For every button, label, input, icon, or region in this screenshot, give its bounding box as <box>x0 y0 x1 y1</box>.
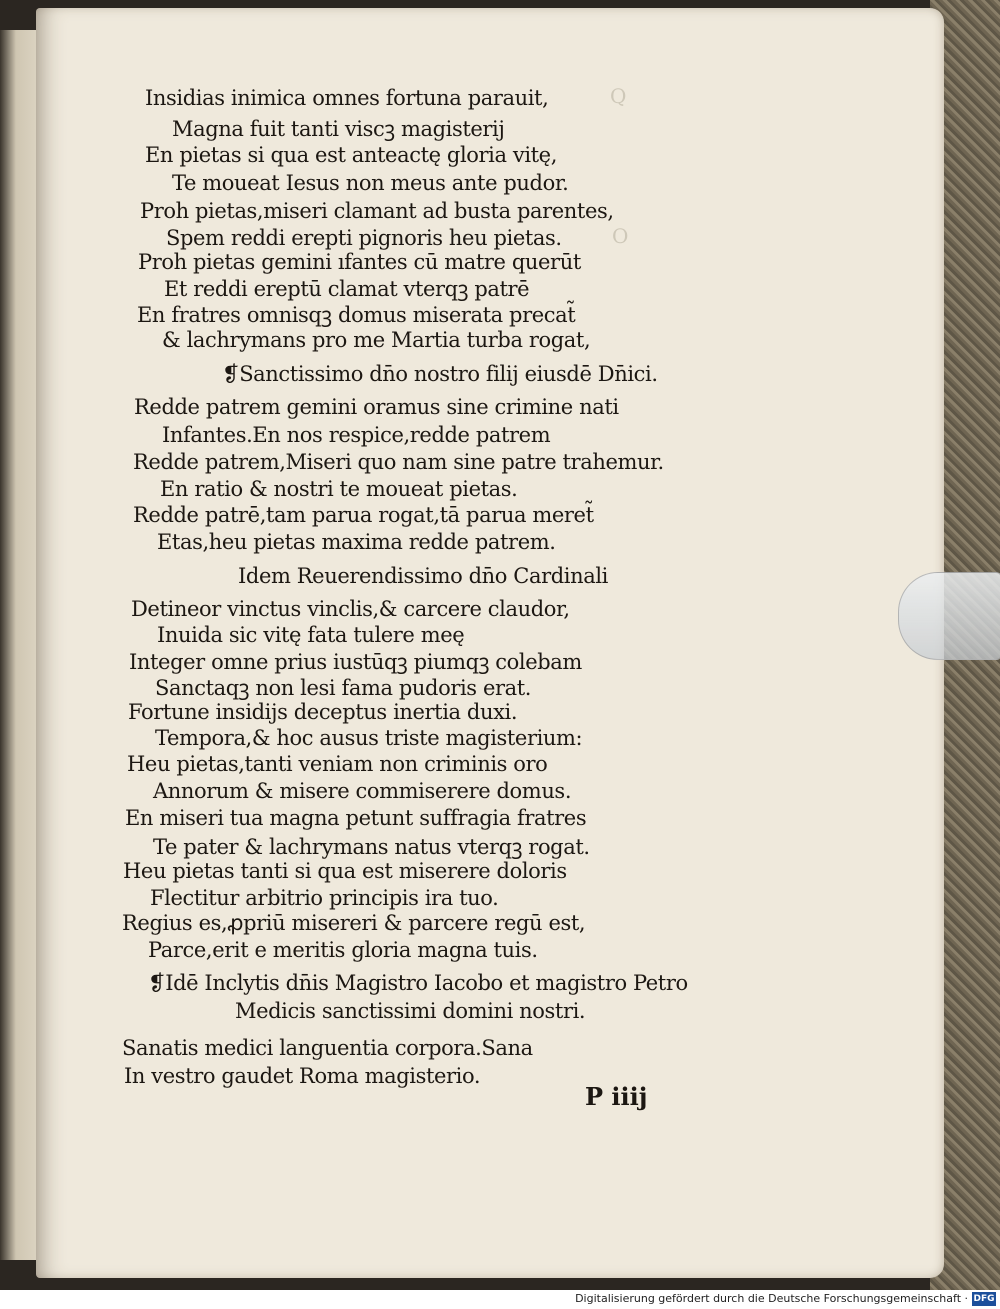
verse-line: Fortune insidijs deceptus inertia duxi. <box>128 700 518 724</box>
verse-line: En miseri tua magna petunt suffragia fratres <box>125 806 587 830</box>
verse-line: Inuida sic vitę fata tulere meę <box>157 623 465 647</box>
verse-line: En ratio & nostri te moueat pietas. <box>160 477 518 501</box>
verse-line: Regius es,ꝓpriū misereri & parcere regū est, <box>122 911 586 935</box>
section-heading: Idem Reuerendissimo dn̄o Cardinali <box>238 564 608 588</box>
show-through: Q <box>610 84 627 108</box>
verse-line: Te pater & lachrymans natus vterqꝫ rogat. <box>153 835 590 859</box>
funding-credit: Digitalisierung gefördert durch die Deutsche Forschungsgemeinschaft · <box>575 1292 968 1305</box>
section-heading: Medicis sanctissimi domini nostri. <box>235 999 586 1023</box>
page-clip <box>898 572 1000 660</box>
verse-line: Insidias inimica omnes fortuna parauit, <box>145 86 549 110</box>
verse-line: Heu pietas,tanti veniam non criminis oro <box>127 752 548 776</box>
verse-line: Sanatis medici languentia corpora.Sana <box>122 1036 533 1060</box>
verse-line: Infantes.En nos respice,redde patrem <box>162 423 551 447</box>
verse-line: Detineor vinctus vinclis,& carcere claudor, <box>131 597 570 621</box>
verse-line: Proh pietas,miseri clamant ad busta parentes, <box>140 199 614 223</box>
section-heading: ❡Idē Inclytis dn̄is Magistro Iacobo et magistro Petro <box>148 971 688 995</box>
verse-line: Te moueat Iesus non meus ante pudor. <box>172 171 569 195</box>
verse-line: En pietas si qua est anteactę gloria vitę, <box>145 143 557 167</box>
verse-line: Redde patrem,Miseri quo nam sine patre trahemur. <box>133 450 664 474</box>
verse-line: Sanctaqꝫ non lesi fama pudoris erat. <box>155 676 532 700</box>
section-heading: ❡Sanctissimo dn̄o nostro filij eiusdē Dn̄ici. <box>222 362 658 386</box>
verse-line: Heu pietas tanti si qua est miserere doloris <box>123 859 567 883</box>
footer-bar <box>0 1290 1000 1309</box>
signature-mark: P iiij <box>585 1082 648 1111</box>
verse-line: Parce,erit e meritis gloria magna tuis. <box>148 938 538 962</box>
show-through: O <box>612 224 629 248</box>
verse-line: Etas,heu pietas maxima redde patrem. <box>157 530 556 554</box>
verse-line: Integer omne prius iustūqꝫ piumqꝫ colebam <box>129 650 582 674</box>
verse-line: Et reddi ereptū clamat vterqꝫ patrē <box>164 277 530 301</box>
verse-line: En fratres omnisqꝫ domus miserata precat̃ <box>137 303 576 327</box>
verse-line: Redde patrem gemini oramus sine crimine nati <box>134 395 619 419</box>
verse-line: Redde patrē,tam parua rogat,tā parua meret̃ <box>133 503 594 527</box>
dfg-logo-icon: DFG <box>973 1294 995 1304</box>
verse-line: In vestro gaudet Roma magisterio. <box>124 1064 481 1088</box>
verse-line: Magna fuit tanti viscꝫ magisterij <box>172 117 505 141</box>
verse-line: & lachrymans pro me Martia turba rogat, <box>162 328 591 352</box>
verse-line: Annorum & misere commiserere domus. <box>153 779 572 803</box>
verse-line: Tempora,& hoc ausus triste magisterium: <box>155 726 583 750</box>
verse-line: Spem reddi erepti pignoris heu pietas. <box>166 226 562 250</box>
verse-line: Proh pietas gemini ıfantes cū matre querūt <box>138 250 581 274</box>
verse-line: Flectitur arbitrio principis ira tuo. <box>150 886 499 910</box>
